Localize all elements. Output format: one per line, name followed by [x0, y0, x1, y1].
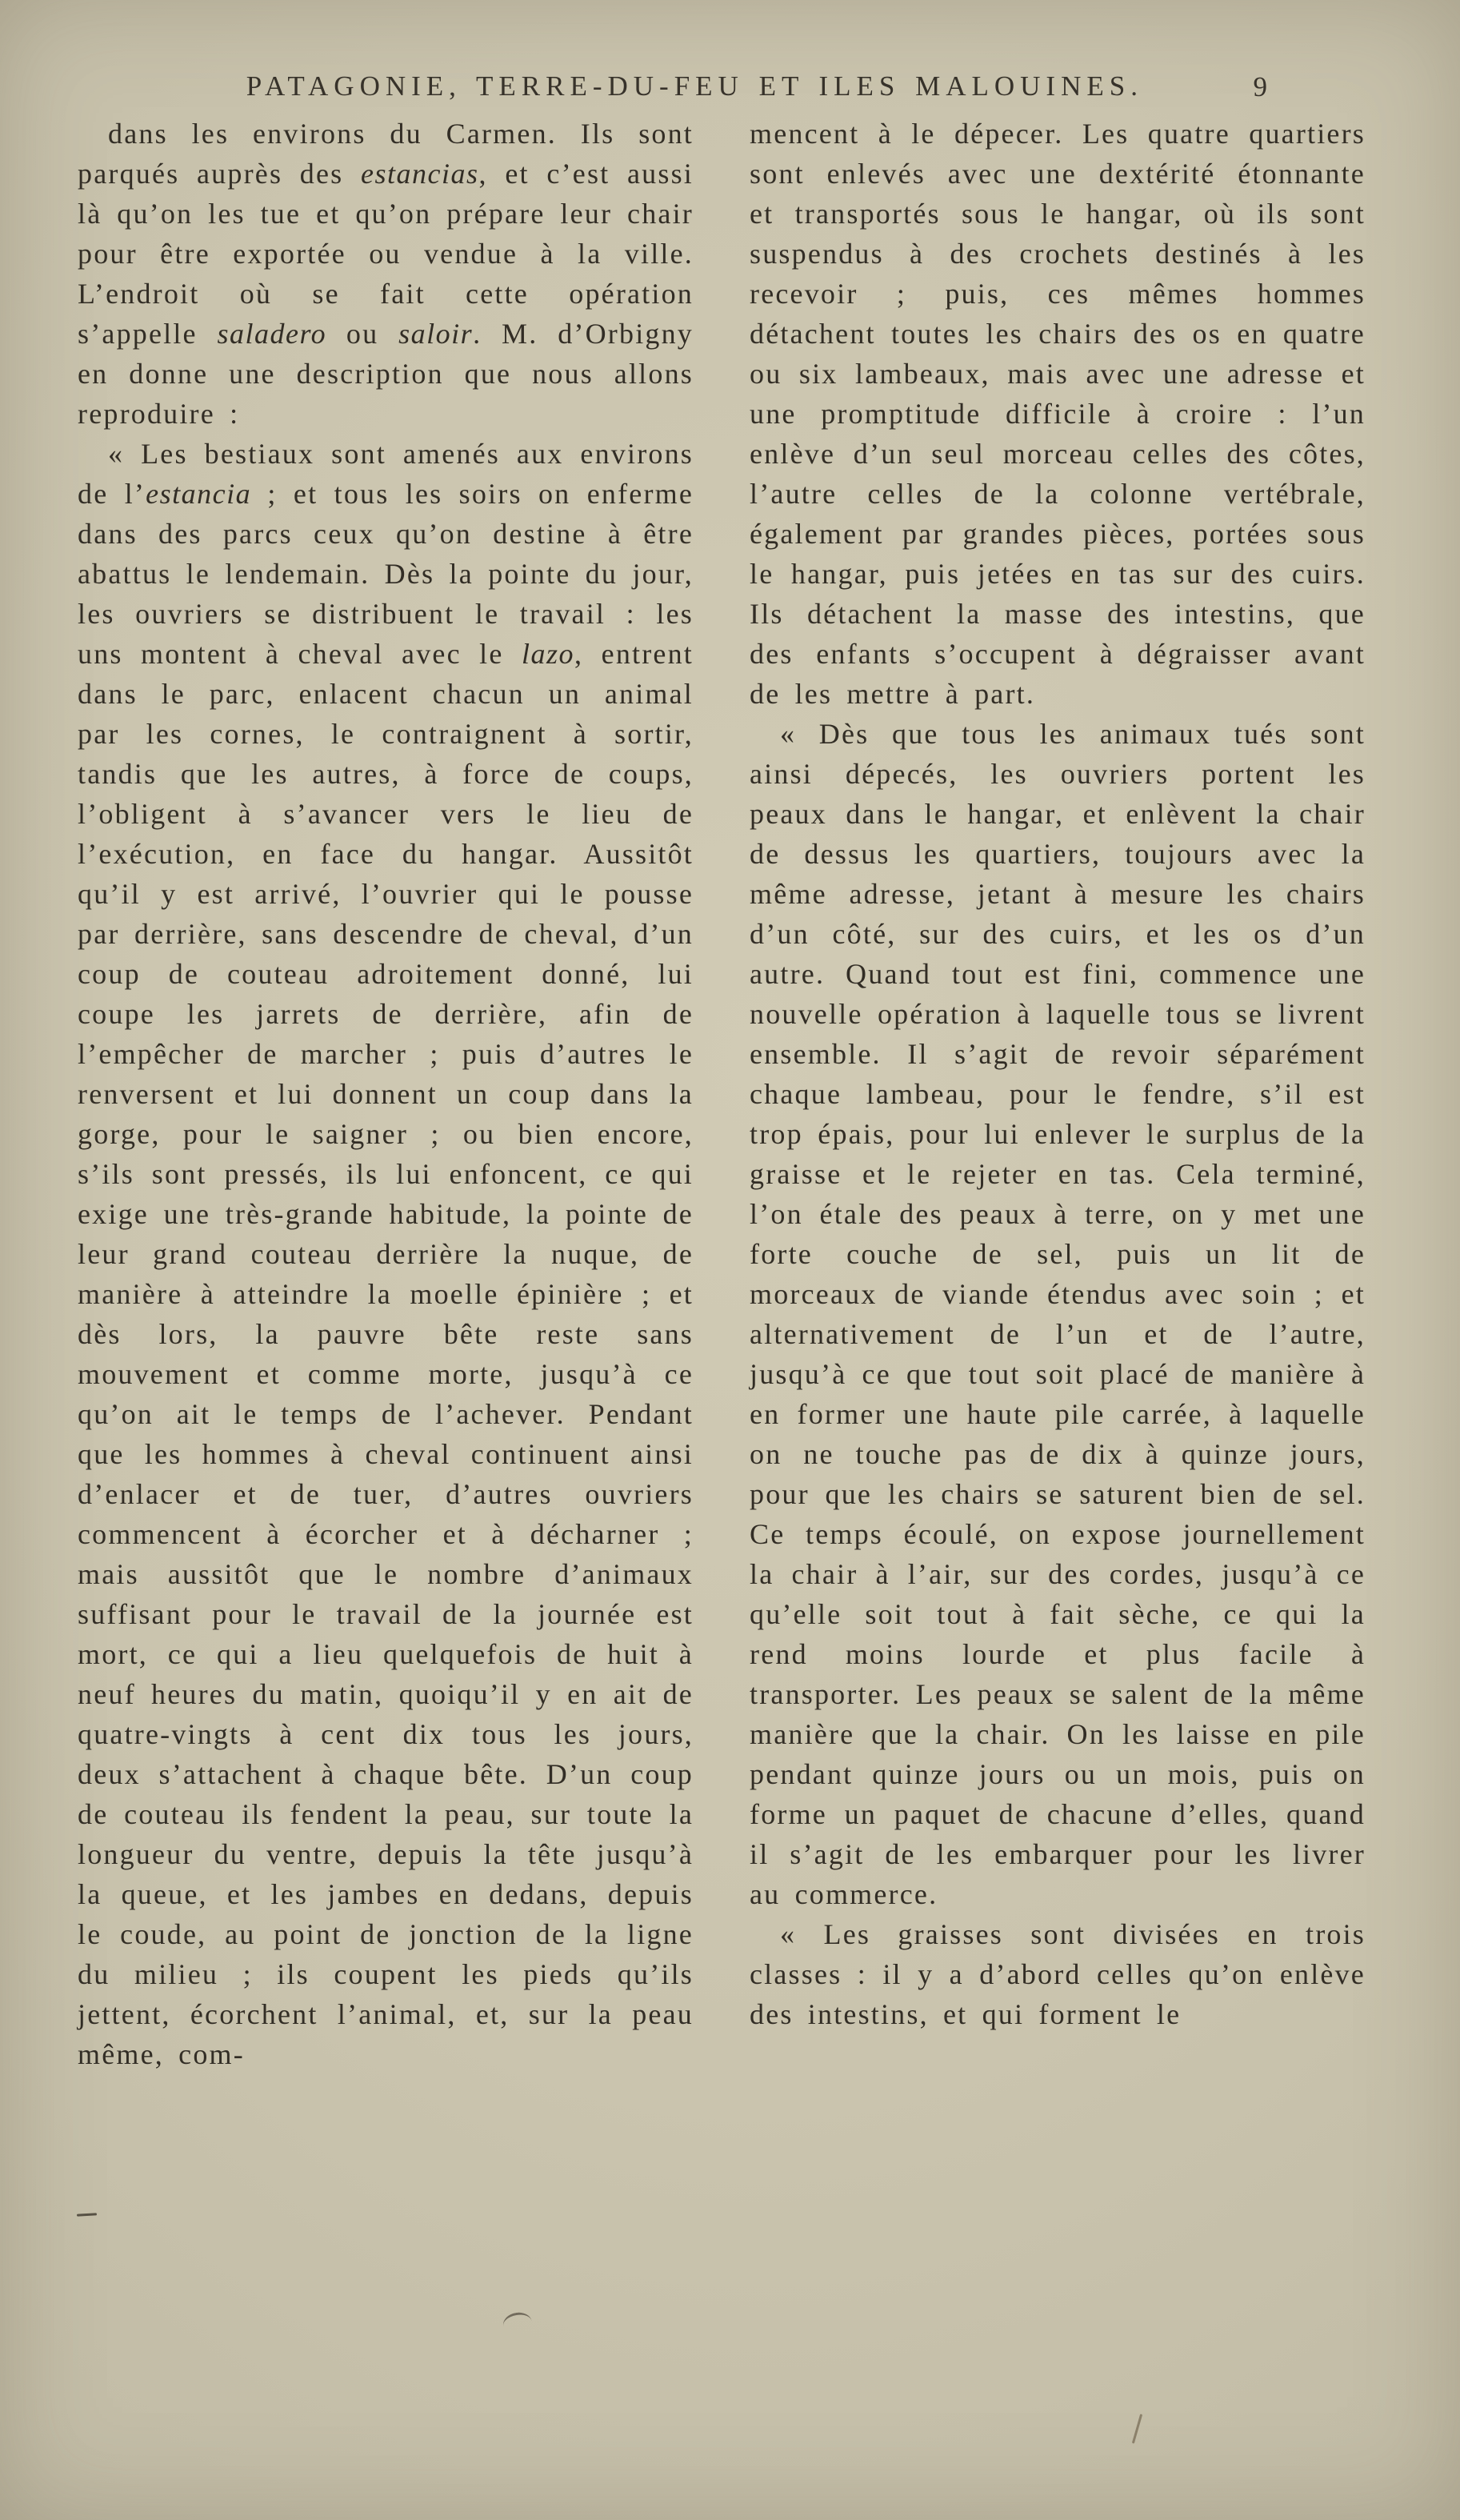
paragraph-quote-1 [78, 434, 694, 2074]
text-segment: dans les environs du Carmen. Ils sont parqués auprès des [78, 118, 694, 190]
text-segment: « Les bestiaux sont amenés aux environs de l’ [78, 438, 694, 510]
paragraph-intro [78, 114, 694, 434]
italic-term: saladero [217, 318, 327, 350]
ink-mark-dash [77, 2213, 97, 2216]
text-segment: « Dès que tous les animaux tués sont ainsi dépecés, les ouvriers portent les peaux dans le hangar, et enlèvent la chair de dessus les quartiers, toujours avec la même adresse, jetant à mesure les chairs d’un côté, sur des cuirs, et les os d’un autre. Quand tout est fini, commence une nouvelle opération à laquelle tous se livrent ensemble. Il s’agit de revoir séparément chaque lambeau, pour le fendre, s’il est trop épais, pour lui enlever le surplus de la graisse et le rejeter en tas. Cela terminé, l’on étale des peaux à terre, on y met une forte couche de sel, puis un lit de morceaux de viande étendus avec soin ; et alternativement de l’un et de l’autre, jusqu’à ce que tout soit placé de manière à en former une haute pile carrée, à laquelle on ne touche pas de dix à quinze jours, pour que les chairs se saturent bien de sel. Ce temps écoulé, on expose journellement la chair à l’air, sur des cordes, jusqu’à ce qu’elle soit tout à fait sèche, ce qui la rend moins lourde et plus facile à transporter. Les peaux se salent de la même manière que la chair. On les laisse en pile pendant quinze jours ou un mois, puis on forme un paquet de chacune d’elles, quand il s’agit de les embarquer pour les livrer au commerce. [750, 718, 1366, 1910]
page-number: 9 [1253, 71, 1268, 102]
italic-term: lazo [522, 638, 575, 670]
italic-term: estancias [361, 158, 479, 190]
column-left [78, 114, 694, 2074]
italic-term: estancia [146, 478, 252, 510]
text-segment: . M. d’Orbigny en donne une description que nous allons reproduire : [78, 318, 694, 430]
page-header [78, 70, 1366, 107]
text-segment: « Les graisses sont divisées en trois classes : il y a d’abord celles qu’on enlève des intestins, et qui forment le [750, 1918, 1366, 2030]
text-segment: , entrent dans le parc, enlacent chacun un animal par les cornes, le contraignent à sortir, tandis que les autres, à force de coups, l’obligent à s’avancer vers le lieu de l’exécution, en face du hangar. Aussitôt qu’il y est arrivé, l’ouvrier qui le pousse par derrière, sans descendre de cheval, d’un coup de couteau adroitement donné, lui coupe les jarrets de derrière, afin de l’empêcher de marcher ; puis d’autres le renversent et lui donnent un coup dans la gorge, pour le saigner ; ou bien encore, s’ils sont pressés, ils lui enfoncent, ce qui exige une très-grande habitude, la pointe de leur grand couteau derrière la nuque, de manière à atteindre la moelle épinière ; et dès lors, la pauvre bête reste sans mouvement et comme morte, jusqu’à ce qu’on ait le temps de l’achever. Pendant que les hommes à cheval continuent ainsi d’enlacer et de tuer, d’autres ouvriers commencent à écorcher et à décharner ; mais aussitôt que le nombre d’animaux suffisant pour le travail de la journée est mort, ce qui a lieu quelquefois de huit à neuf heures du matin, quoiqu’il y en ait de quatre-vingts à cent dix tous les jours, deux s’attachent à chaque bête. D’un coup de couteau ils fendent la peau, sur toute la longueur du ventre, depuis la tête jusqu’à la queue, et les jambes en dedans, depuis le coude, au point de jonction de la ligne du milieu ; ils coupent les pieds qu’ils jettent, écorchent l’animal, et, sur la peau même, com- [78, 638, 694, 2070]
ink-mark-slash [1132, 2414, 1142, 2443]
text-segment: ; et tous les soirs on enferme dans des parcs ceux qu’on destine à être abattus le lendemain. Dès la pointe du jour, les ouvriers se distribuent le travail : les uns montent à cheval avec le [78, 478, 694, 670]
italic-term: saloir [398, 318, 474, 350]
running-title: PATAGONIE, TERRE-DU-FEU ET ILES MALOUINES. [246, 70, 1143, 102]
paragraph-quote-3 [750, 1914, 1366, 2034]
text-segment: , et c’est aussi là qu’on les tue et qu’on prépare leur chair pour être exportée ou vendue à la ville. L’endroit où se fait cette opération s’appelle [78, 158, 694, 350]
column-right [750, 114, 1366, 2074]
text-columns [78, 114, 1366, 2074]
text-segment: mencent à le dépecer. Les quatre quartiers sont enlevés avec une dextérité étonnante et transportés sous le hangar, où ils sont suspendus à des crochets destinés à les recevoir ; puis, ces mêmes hommes détachent toutes les chairs des os en quatre ou six lambeaux, mais avec une adresse et une promptitude difficile à croire : l’un enlève d’un seul morceau celles des côtes, l’autre celles de la colonne vertébrale, également par grandes pièces, portées sous le hangar, puis jetées en tas sur des cuirs. Ils détachent la masse des intestins, que des enfants s’occupent à dégraisser avant de les mettre à part. [750, 118, 1366, 710]
paragraph-quote-1-continued [750, 114, 1366, 714]
text-segment: ou [326, 318, 399, 350]
paragraph-quote-2 [750, 714, 1366, 1914]
ink-mark-squiggle [502, 2310, 532, 2329]
